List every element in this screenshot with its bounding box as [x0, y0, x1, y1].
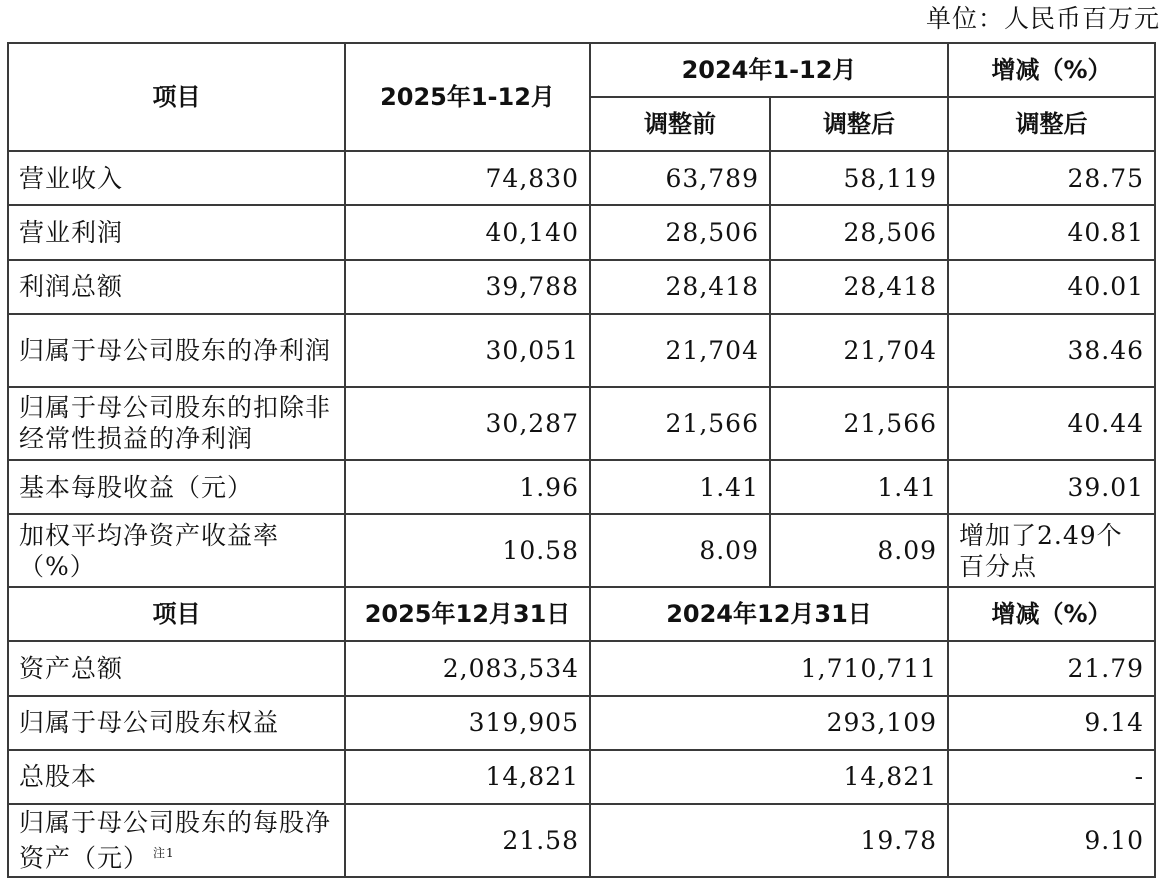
after-adjust-value: 8.09: [770, 514, 948, 587]
change-value: -: [948, 750, 1155, 804]
row-label: 归属于母公司股东权益: [8, 696, 345, 750]
change-value: 40.81: [948, 205, 1155, 259]
row-label: 利润总额: [8, 260, 345, 314]
header-change-after: 调整后: [948, 97, 1155, 151]
row-label: 归属于母公司股东的净利润: [8, 314, 345, 387]
before-adjust-value: 21,704: [590, 314, 770, 387]
balance-header-change: 增减（%）: [948, 587, 1155, 641]
row-label: 营业收入: [8, 151, 345, 205]
current-value: 74,830: [345, 151, 590, 205]
before-adjust-value: 63,789: [590, 151, 770, 205]
after-adjust-value: 21,704: [770, 314, 948, 387]
current-value: 30,287: [345, 387, 590, 460]
after-adjust-value: 58,119: [770, 151, 948, 205]
prior-value: 293,109: [590, 696, 948, 750]
before-adjust-value: 8.09: [590, 514, 770, 587]
header-change: 增减（%）: [948, 43, 1155, 97]
header-before-adjust: 调整前: [590, 97, 770, 151]
row-label: 加权平均净资产收益率（%）: [8, 514, 345, 587]
balance-header-item: 项目: [8, 587, 345, 641]
change-value: 21.79: [948, 641, 1155, 695]
prior-value: 19.78: [590, 804, 948, 877]
before-adjust-value: 21,566: [590, 387, 770, 460]
current-value: 1.96: [345, 460, 590, 514]
change-value: 28.75: [948, 151, 1155, 205]
header-current-period: 2025年1-12月: [345, 43, 590, 151]
header-row-1: [8, 43, 1155, 97]
table-row: [8, 514, 1155, 587]
change-value: 40.44: [948, 387, 1155, 460]
table-row: [8, 641, 1155, 695]
row-label-text: 归属于母公司股东的每股净资产（元）: [19, 808, 332, 873]
table-row: [8, 750, 1155, 804]
row-label: 基本每股收益（元）: [8, 460, 345, 514]
current-value: 14,821: [345, 750, 590, 804]
row-label: 资产总额: [8, 641, 345, 695]
table-row: [8, 804, 1155, 877]
row-label: 归属于母公司股东的扣除非经常性损益的净利润: [8, 387, 345, 460]
financial-summary-table: [7, 42, 1156, 878]
row-label: 总股本: [8, 750, 345, 804]
prior-value: 1,710,711: [590, 641, 948, 695]
change-value: 9.14: [948, 696, 1155, 750]
table-row: [8, 205, 1155, 259]
header-item: 项目: [8, 43, 345, 151]
table-row: [8, 260, 1155, 314]
balance-header-current-date: 2025年12月31日: [345, 587, 590, 641]
before-adjust-value: 28,418: [590, 260, 770, 314]
table-row: [8, 387, 1155, 460]
footnote-marker: 注1: [153, 846, 175, 861]
table-row: [8, 696, 1155, 750]
current-value: 2,083,534: [345, 641, 590, 695]
balance-header-prior-date: 2024年12月31日: [590, 587, 948, 641]
unit-label: 单位：人民币百万元: [925, 4, 1160, 33]
prior-value: 14,821: [590, 750, 948, 804]
table-row: [8, 314, 1155, 387]
table-row: [8, 460, 1155, 514]
header-prior-period: 2024年1-12月: [590, 43, 948, 97]
before-adjust-value: 28,506: [590, 205, 770, 259]
current-value: 40,140: [345, 205, 590, 259]
row-label: 营业利润: [8, 205, 345, 259]
after-adjust-value: 1.41: [770, 460, 948, 514]
row-label: [8, 804, 345, 877]
current-value: 39,788: [345, 260, 590, 314]
change-value: 39.01: [948, 460, 1155, 514]
after-adjust-value: 28,506: [770, 205, 948, 259]
current-value: 10.58: [345, 514, 590, 587]
after-adjust-value: 28,418: [770, 260, 948, 314]
current-value: 21.58: [345, 804, 590, 877]
change-value: 增加了2.49个百分点: [948, 514, 1155, 587]
change-value: 38.46: [948, 314, 1155, 387]
change-value: 40.01: [948, 260, 1155, 314]
change-value: 9.10: [948, 804, 1155, 877]
current-value: 30,051: [345, 314, 590, 387]
table-row: [8, 151, 1155, 205]
header-after-adjust: 调整后: [770, 97, 948, 151]
after-adjust-value: 21,566: [770, 387, 948, 460]
current-value: 319,905: [345, 696, 590, 750]
balance-header-row: [8, 587, 1155, 641]
before-adjust-value: 1.41: [590, 460, 770, 514]
